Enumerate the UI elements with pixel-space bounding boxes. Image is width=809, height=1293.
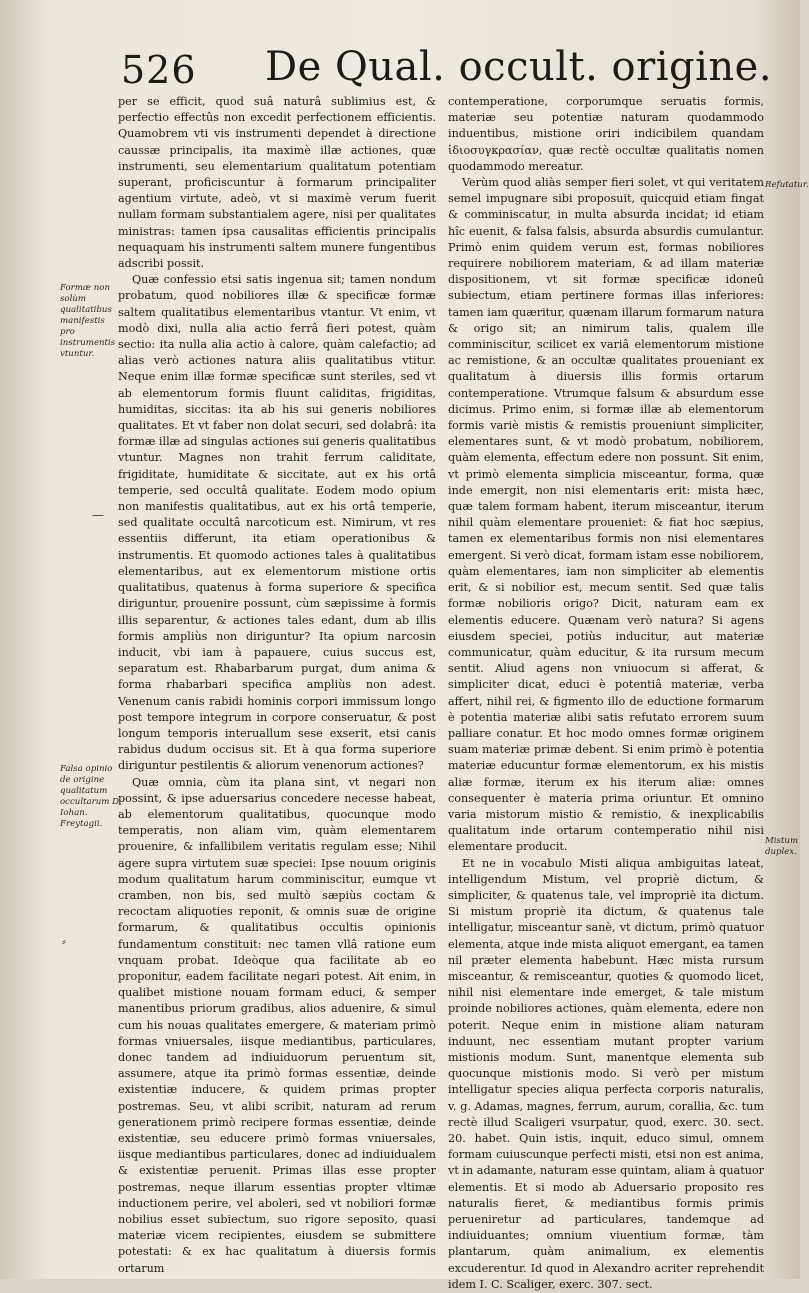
ink-mark: — (92, 508, 104, 522)
paragraph: per se efficit, quod suâ naturâ sublimius est, & perfectio effectûs non excedit perfectionem efficientis. Quamobrem vti vis instrumenti dependet à directione caussæ principalis, ita maximè illæ actiones, quæ instrumenti, seu elementarium qualitatum potentiam superant, proficiscuntur à formarum principaliter agentium virtute, adeò, vt si maximè verum fuerit nullam formam substantialem agere, nisi per qualitates ministras: tamen ipsa causalitas efficientis principalis nequaquam his instrumenti saltem munere fungentibus adscribi possit. (118, 95, 436, 271)
paragraph: contemperatione, corporumque seruatis formis, materiæ seu potentiæ naturam quodammodo induentibus, mistione oriri indicibilem quandam ἰδιοσυγκρασίαν, quæ rectè occultæ qualitatis nomen quodammodo mereatur. (448, 95, 764, 173)
margin-note-forma: Formæ non solùm qualitatibus manifestis pro instrumentis vtuntur. (60, 283, 116, 359)
paragraph: Quæ omnia, cùm ita plana sint, vt negari non possint, & ipse aduersarius concedere necesse habeat, ab elementorum qualitatibus, quocunque modo temperatis, non aliam vim, quàm elementarem prouenire, & infallibilem veritatis regulam esse; Nihil agere supra virtutem suæ speciei: Ipse nouum originis modum qualitatum harum comminiscitur, eumque vt cramben, non bis, sed multò sæpiùs coctam & recoctam aliquoties reponit, & omnis suæ de origine formarum, & qualitatibus occultis opinionis fundamentum constituit: nec tamen vllâ ratione eum vnquam probat. Ideòque qua facilitate ab eo proponitur, eadem facilitate negari potest. Ait enim, in qualibet mistione nouam formam educi, & semper manentibus priorum gradibus, alios aduenire, & simul cum his nouas qualitates emergere, & materiam primò formas vniuersales, iisque mediantibus, particulares, donec tandem ad indiuiduorum peruentum sit, assumere, atque ita primò formas essentiæ, deinde existentiæ inducere, & quidem primas propter postremas. Seu, vt alibi scribit, naturam ad rerum generationem primò recipere formas essentiæ, deinde existentiæ, seu educere primò formas vniuersales, iisque mediantibus particulares, donec ad indiuidualem & existentiæ peruenit. Primas illas esse propter postremas, neque illarum essentias propter vltimæ inductionem perire, vel aboleri, sed vt nobiliori formæ nobilius esset subiectum, suo rigore seposito, quasi materiæ vicem recipientes, eiusdem se submittere potestati: & ex hac qualitatum à diuersis formis ortarum (118, 775, 436, 1275)
right-column (448, 94, 764, 1291)
margin-note-refutatur: Refutatur. (765, 180, 809, 190)
left-column (118, 94, 436, 1275)
paragraph: Verùm quod aliàs semper fieri solet, vt qui veritatem semel impugnare sibi proposuit, quicquid etiam fingat & comminiscatur, in multa absurda incidat; id etiam hîc euenit, & falsa falsis, absurda absurdis cumulantur. Primò enim quidem verum est, formas nobiliores requirere nobiliorem materiam, & ad illam materiæ dispositionem, vt sit formæ specificæ idoneû subiectum, etiam pertinere formas illas inferiores: tamen iam quæritur, quænam illarum formarum natura & origo sit; an nimirum talis, qualem ille comminiscitur, scilicet ex variâ elementorum mistione ac remistione, & an occultæ qualitates proueniant ex qualitatum à diuersis illis formis ortarum contemperatione. Vtrumque falsum & absurdum esse dicimus. Primo enim, si formæ illæ ab elementorum formis variè mistis & remistis proueniunt simpliciter, elementares sunt, & vt modò probatum, nobiliorem, quàm elementa, effectum edere non possunt. Sit enim, vt primò elementa simplicia misceantur, forma, quæ inde emergit, non nisi elementaris erit: mista hæc, quæ talem formam habent, iterum misceantur, iterum nihil quàm elementare proueniet: & fiat hoc sæpius, tamen ex elementaribus formis non nisi elementares emergent. Si verò dicat, formam istam esse nobiliorem, quàm elementares, iam non simpliciter ab elementis erit, & si nobilior est, mecum sentit. Sed quæ talis formæ nobilioris origo? Dicit, naturam eam ex elementis educere. Quænam verò natura? Si agens eiusdem speciei, potiùs inducitur, aut materiæ communicatur, quàm educitur, & ita rursum mecum sentit. Aliud agens non vniuocum si afferat, & simpliciter dicat, educi è potentiâ materiæ, verba affert, nihil rei, & figmento illo de eductione formarum è potentia materiæ alibi satis refutato errorem suum palliare conatur. Et hoc modo omnes formæ originem suam materiæ primæ debent. Si enim primò è potentia materiæ educuntur formæ elementorum, ex his mistis aliæ formæ, iterum ex his iterum aliæ: omnes consequenter è materia prima oriuntur. Et omnino varia mistorum mistio & remistio, & inexplicabilis qualitatum inde ortarum contemperatio nihil nisi elementare producit. (448, 176, 764, 854)
page-header (115, 44, 775, 96)
ink-mark: ⸗ (62, 934, 66, 948)
margin-note-mistum: Mistum duplex. (765, 836, 799, 857)
margin-note-falsa-opinio: Falsa opinio de origine qualitatum occultarum D. Iohan. Freytagii. (60, 764, 122, 829)
paragraph: Et ne in vocabulo Misti aliqua ambiguitas lateat, intelligendum Mistum, vel propriè dictum, & simpliciter, & quatenus tale, vel impropriè ita dictum. Si mistum propriè ita dictum, & quatenus tale intelligatur, misceantur sanè, vt dictum, primò quatuor elementa, atque inde mista aliquot emergant, ea tamen nil præter elementa habebunt. Hæc mista rursum misceantur, & remisceantur, quoties & quomodo licet, nihil nisi elementare inde emerget, & tale mistum proinde nobiliores actiones, quàm elementa, edere non poterit. Neque enim in mistione aliam naturam induunt, nec essentiam mutant propter varium mistionis modum. Sunt, manentque elementa sub quocunque mistionis modo. Si verò per mistum intelligatur species aliqua perfecta corporis naturalis, v. g. Adamas, magnes, ferrum, aurum, corallia, &c. tum rectè illud Scaligeri vsurpatur, quod, exerc. 30. sect. 20. habet. Quin istis, inquit, educo simul, omnem formam cuiuscunque perfecti misti, etsi non est anima, vt in adamante, naturam esse quintam, aliam à quatuor elementis. Et si modo ab Aduersario proposito res naturalis fieret, & mediantibus formis primis perueniretur ad particulares, tandemque ad indiuiduantes; omnium viuentium formæ, tàm plantarum, quàm animalium, ex elementis excuderentur. Id quod in Alexandro acriter reprehendit idem I. C. Scaliger, exerc. 307. sect. (448, 856, 764, 1291)
paragraph: Quæ confessio etsi satis ingenua sit; tamen nondum probatum, quod nobiliores illæ & specificæ formæ saltem qualitatibus elementaribus vtantur. Vt enim, vt modò dixi, nulla alia actio ferrâ fieri potest, quàm sectio: ita nulla alia actio à calore, quàm calefactio; ad alias verò actiones natura aliis qualitatibus vtitur. Neque enim illæ formæ specificæ sunt steriles, sed vt ab elementorum formis fluunt caliditas, frigiditas, humiditas, siccitas: ita ab his sui generis nobiliores qualitates. Et vt faber non dolat securi, sed dolabrâ: ita formæ illæ ad singulas actiones sui generis qualitatibus vtuntur. Magnes non trahit ferrum caliditate, frigiditate, humiditate & siccitate, aut ex his ortâ temperie, sed occultâ qualitate. Eodem modo opium non manifestis qualitatibus, aut ex his ortâ temperie, sed qualitate occultâ narcoticum est. Nimirum, vt res essentiis differunt, ita etiam operationibus & instrumentis. Et quomodo actiones tales à qualitatibus elementaribus, aut ex elementorum mistione ortis qualitatibus, quatenus à forma superiore & specifica diriguntur, prouenire possunt, cùm sæpissime à formis illis separentur, & actiones tales edant, dum ab illis formis ampliùs non diriguntur? Ita opium narcosin inducit, vbi iam à papauere, cuius succus est, separatum est. Rhabarbarum purgat, dum anima & forma rhabarbari specifica ampliùs non adest. Venenum canis rabidi hominis corpori immissum longo post tempore integrum in corpore conseruatur, & post longum temporis interuallum sese exserit, etsi canis rabidus dudum occisus sit. Et à qua forma superiore diriguntur pestilentis & aliorum venenorum actiones? (118, 273, 436, 773)
running-title: De Qual. occult. origine. (265, 44, 773, 90)
page-number: 526 (121, 48, 197, 92)
